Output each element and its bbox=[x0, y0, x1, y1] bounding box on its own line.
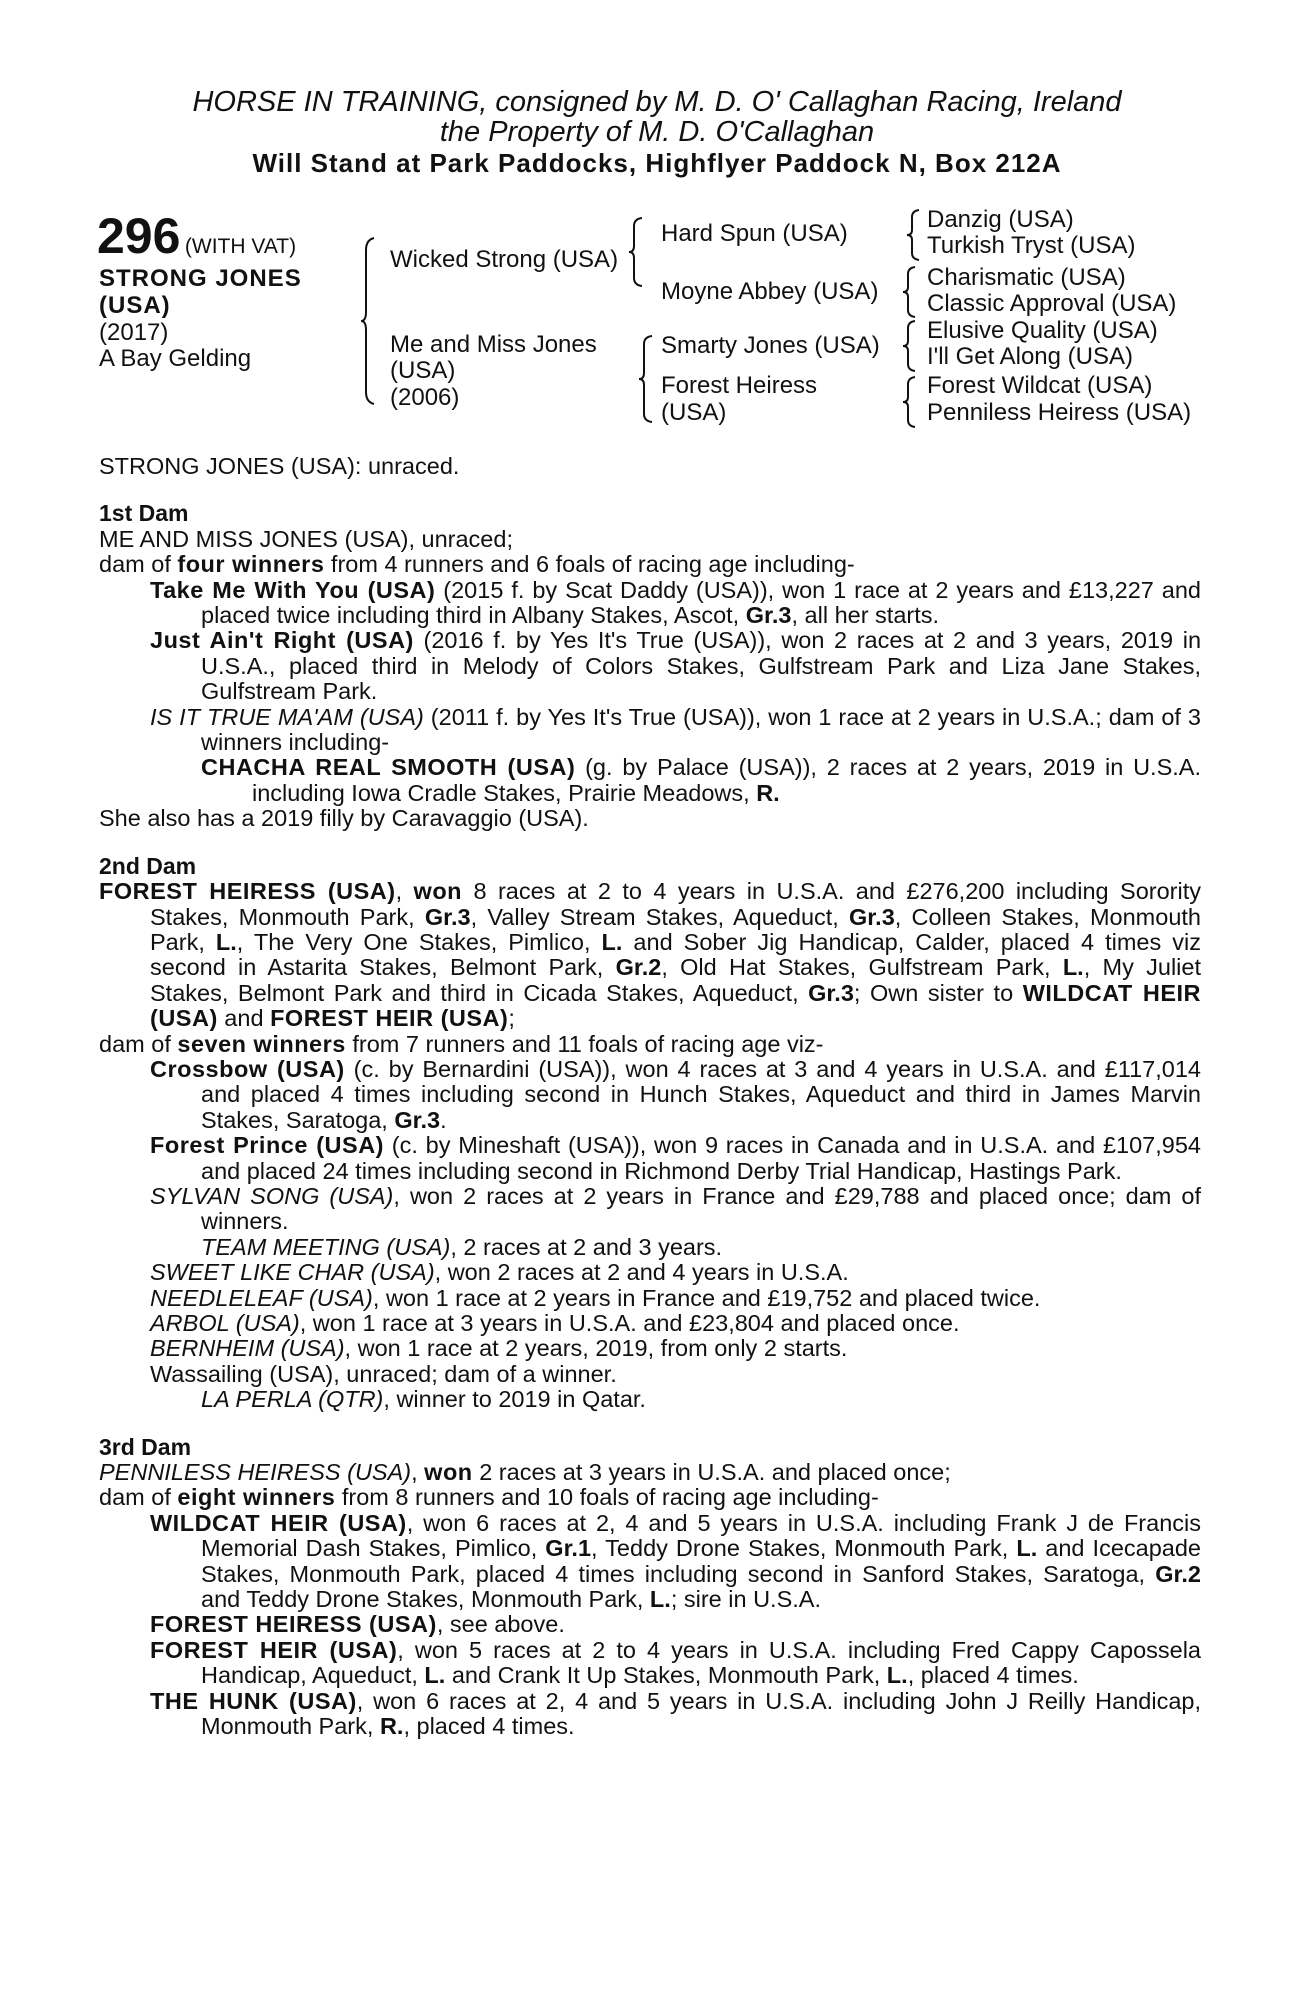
second-dam-heading: 2nd Dam bbox=[99, 852, 197, 879]
pedigree-brace-ds bbox=[902, 319, 918, 373]
horse-year: (2017) bbox=[99, 319, 169, 346]
first-dam-intro: ME AND MISS JONES (USA), unraced; bbox=[99, 525, 513, 552]
catalogue-body bbox=[99, 454, 1201, 1740]
produce-entry: ARBOL (USA), won 1 race at 3 years in U.S.A. and £23,804 and placed once. bbox=[150, 1310, 960, 1336]
header-consignor: HORSE IN TRAINING, consigned by M. D. O' Callaghan Racing, Ireland bbox=[192, 86, 1122, 118]
pedigree-ssd: Turkish Tryst (USA) bbox=[927, 232, 1136, 259]
produce-entry: Forest Prince (USA) (c. by Mineshaft (USA)), won 9 races in Canada and in U.S.A. and £107,954 and placed 24 times including second in Richmond Derby Trial Handicap, Hastings Park. bbox=[150, 1132, 1201, 1184]
pedigree-dd-2: (USA) bbox=[661, 399, 727, 426]
produce-entry: FOREST HEIRESS (USA), see above. bbox=[150, 1611, 565, 1638]
pedigree-sss: Danzig (USA) bbox=[927, 206, 1074, 233]
pedigree-ds: Smarty Jones (USA) bbox=[661, 332, 880, 359]
pedigree-sd: Moyne Abbey (USA) bbox=[661, 278, 879, 305]
pedigree-dd-1: Forest Heiress bbox=[661, 372, 818, 399]
pedigree-ddd: Penniless Heiress (USA) bbox=[927, 399, 1192, 426]
produce-entry: IS IT TRUE MA'AM (USA) (2011 f. by Yes It's True (USA)), won 1 race at 2 years in U.S.A.; dam of 3 winners including- bbox=[150, 703, 1201, 756]
first-dam-produce: dam of four winners from 4 runners and 6 foals of racing age including- bbox=[99, 551, 855, 578]
produce-entry: THE HUNK (USA), won 6 races at 2, 4 and 5 years in U.S.A. including John J Reilly Handicap, Monmouth Park, R., placed 4 times. bbox=[150, 1687, 1201, 1740]
header-property: the Property of M. D. O'Callaghan bbox=[439, 116, 875, 148]
produce-entry: NEEDLELEAF (USA), won 1 race at 2 years in France and £19,752 and placed twice. bbox=[150, 1284, 1041, 1311]
produce-entry: SWEET LIKE CHAR (USA), won 2 races at 2 and 4 years in U.S.A. bbox=[150, 1259, 849, 1286]
third-dam-heading: 3rd Dam bbox=[99, 1433, 192, 1460]
pedigree-sds: Charismatic (USA) bbox=[927, 264, 1126, 291]
produce-entry: WILDCAT HEIR (USA), won 6 races at 2, 4 and 5 years in U.S.A. including Frank J de Francis Memorial Dash Stakes, Pimlico, Gr.1, Teddy Drone Stakes, Monmouth Park, L. and Icecapade Stakes, Monmouth Park, placed 4 times including second in Sanford Stakes, Saratoga, Gr.2 and Teddy Drone Stakes, Monmouth Park, L.; sire in U.S.A. bbox=[150, 1509, 1201, 1613]
pedigree-ss: Hard Spun (USA) bbox=[661, 220, 848, 247]
header-location: Will Stand at Park Paddocks, Highflyer Paddock N, Box 212A bbox=[252, 148, 1062, 178]
third-dam-produce: dam of eight winners from 8 runners and 10 foals of racing age including- bbox=[99, 1484, 879, 1511]
second-dam-produce: dam of seven winners from 7 runners and 11 foals of racing age viz- bbox=[99, 1030, 824, 1057]
lot-vat: (WITH VAT) bbox=[184, 235, 297, 258]
pedigree-dam-1: Me and Miss Jones bbox=[390, 331, 597, 358]
pedigree-dsd: I'll Get Along (USA) bbox=[927, 343, 1133, 370]
pedigree-brace-sire bbox=[628, 216, 646, 288]
lot-block bbox=[97, 207, 296, 265]
pedigree-brace-dam bbox=[638, 334, 656, 424]
pedigree-sdd: Classic Approval (USA) bbox=[927, 290, 1177, 317]
lot-number: 296 bbox=[97, 208, 181, 264]
produce-entry: Wassailing (USA), unraced; dam of a winner. bbox=[150, 1360, 617, 1387]
first-dam-heading: 1st Dam bbox=[99, 500, 189, 527]
horse-name: STRONG JONES bbox=[99, 265, 302, 292]
horse-description: A Bay Gelding bbox=[99, 345, 252, 372]
produce-entry: Just Ain't Right (USA) (2016 f. by Yes It's True (USA)), won 2 races at 2 and 3 years, 2019 in U.S.A., placed third in Melody of Colors Stakes, Gulfstream Park and Liza Jane Stakes, Gulfstream Park. bbox=[150, 627, 1202, 705]
produce-entry: TEAM MEETING (USA), 2 races at 2 and 3 years. bbox=[201, 1233, 723, 1260]
produce-entry: SYLVAN SONG (USA), won 2 races at 2 years in France and £29,788 and placed once; dam of winners. bbox=[150, 1182, 1201, 1235]
summary-line: STRONG JONES (USA): unraced. bbox=[99, 453, 460, 479]
second-dam-record: FOREST HEIRESS (USA), won 8 races at 2 to 4 years in U.S.A. and £276,200 including Sorority Stakes, Monmouth Park, Gr.3, Valley Stream Stakes, Aqueduct, Gr.3, Colleen Stakes, Monmouth Park, L., The Very One Stakes, Pimlico, L. and Sober Jig Handicap, Calder, placed 4 times viz second in Astarita Stakes, Belmont Park, Gr.2, Old Hat Stakes, Gulfstream Park, L., My Juliet Stakes, Belmont Park and third in Cicada Stakes, Aqueduct, Gr.3; Own sister to WILDCAT HEIR (USA) and FOREST HEIR (USA); bbox=[99, 878, 1202, 1032]
pedigree-brace-main bbox=[360, 236, 380, 406]
produce-entry: FOREST HEIR (USA), won 5 races at 2 to 4 years in U.S.A. including Fred Cappy Capossela Handicap, Aqueduct, L. and Crank It Up Stakes, Monmouth Park, L., placed 4 times. bbox=[150, 1636, 1201, 1689]
pedigree-dss: Elusive Quality (USA) bbox=[927, 317, 1158, 344]
pedigree-sire: Wicked Strong (USA) bbox=[390, 246, 619, 273]
pedigree-dds: Forest Wildcat (USA) bbox=[927, 372, 1153, 399]
produce-entry: Crossbow (USA) (c. by Bernardini (USA)), won 4 races at 3 and 4 years in U.S.A. and £117,014 and placed 4 times including second in Hunch Stakes, Aqueduct and third in James Marvin Stakes, Saratoga, Gr.3. bbox=[150, 1055, 1201, 1133]
pedigree-dam-3: (2006) bbox=[390, 384, 460, 411]
produce-entry: LA PERLA (QTR), winner to 2019 in Qatar. bbox=[201, 1386, 646, 1413]
third-dam-record: PENNILESS HEIRESS (USA), won 2 races at 3 years in U.S.A. and placed once; bbox=[99, 1459, 951, 1486]
pedigree-dam-2: (USA) bbox=[390, 357, 456, 384]
first-dam-closing: She also has a 2019 filly by Caravaggio (USA). bbox=[99, 805, 589, 832]
horse-country: (USA) bbox=[99, 292, 171, 319]
pedigree-brace-ss bbox=[906, 208, 922, 262]
produce-entry: CHACHA REAL SMOOTH (USA) (g. by Palace (USA)), 2 races at 2 years, 2019 in U.S.A. including Iowa Cradle Stakes, Prairie Meadows, R. bbox=[201, 754, 1201, 806]
pedigree-brace-dd bbox=[902, 375, 918, 429]
pedigree-brace-sd bbox=[902, 265, 918, 319]
produce-entry: BERNHEIM (USA), won 1 race at 2 years, 2019, from only 2 starts. bbox=[150, 1335, 848, 1362]
produce-entry: Take Me With You (USA) (2015 f. by Scat Daddy (USA)), won 1 race at 2 years and £13,227 and placed twice including third in Albany Stakes, Ascot, Gr.3, all her starts. bbox=[150, 576, 1201, 629]
